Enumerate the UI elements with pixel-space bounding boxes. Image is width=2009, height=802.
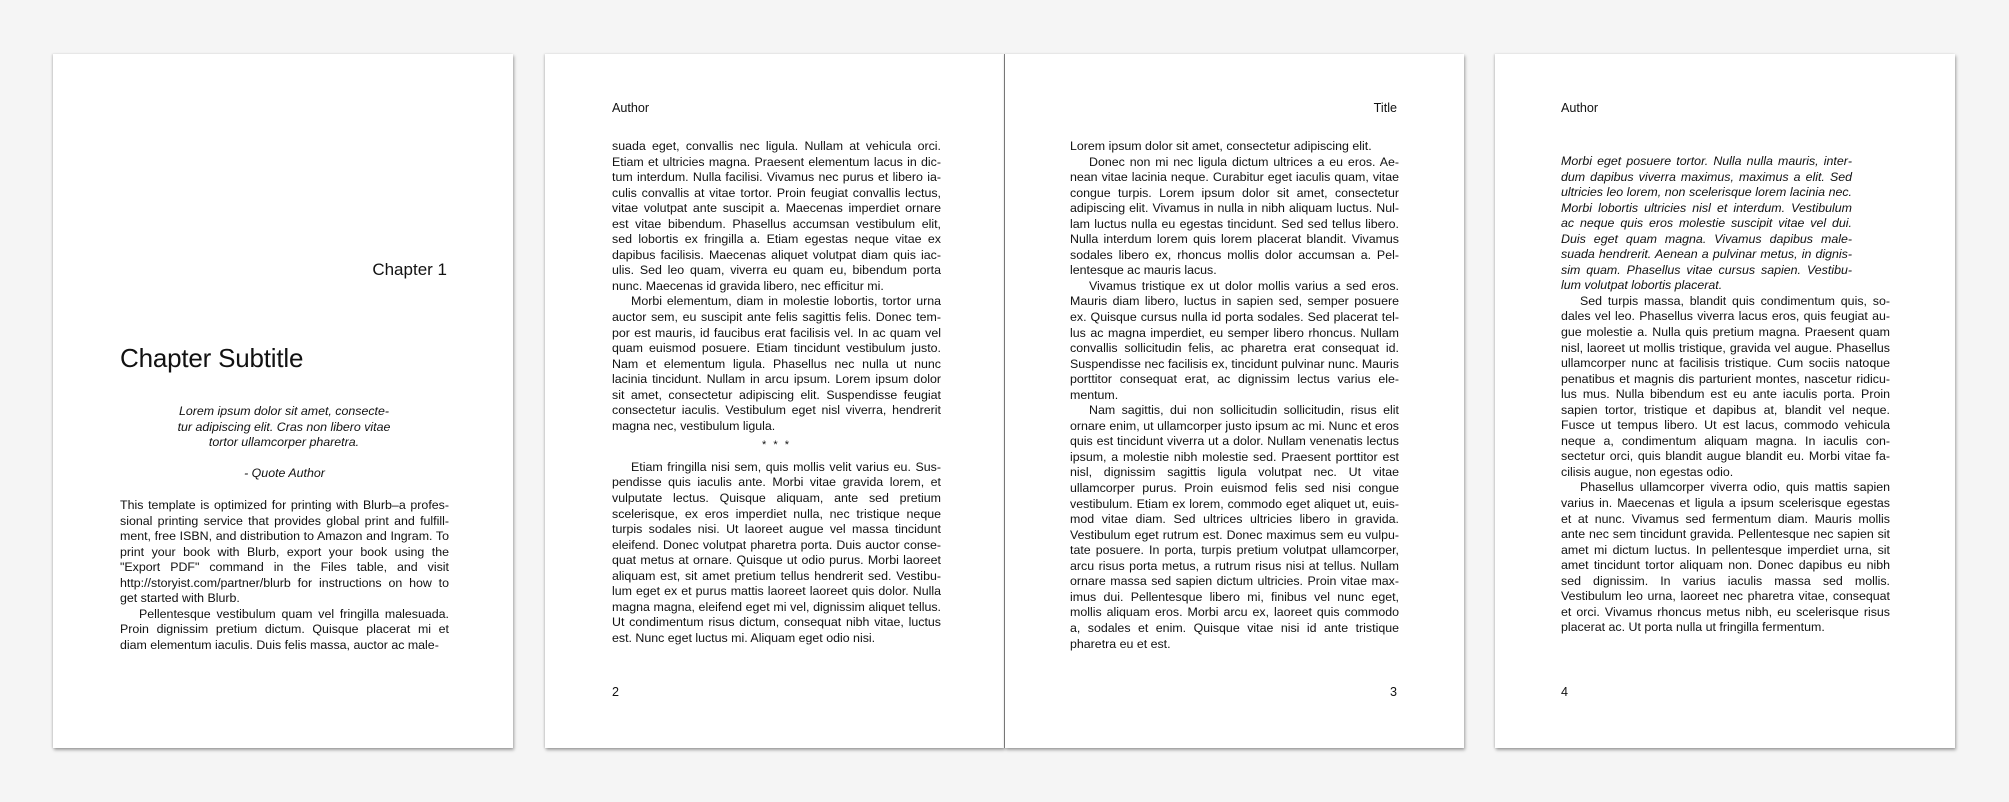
paragraph: Vivamus tristique ex ut dolor mollis varius a sed eros. Mauris diam libero, luctus in sapien sed, semper posuere ex. Quisque cursus nulla id porta sodales. Sed placerat tellus ac magna imperdiet, eu semper libero rhoncus. Nullam convallis sollicitudin felis, ac pharetra erat consequat id. Suspendisse nec facilisis ex, tincidunt pulvinar nunc. Mauris porttitor consequat erat, ac dignissim lectus varius elementum.: [1070, 278, 1399, 402]
running-header: Author: [1561, 101, 1599, 115]
paragraph: This template is optimized for printing with Blurb–a professional printing service that provides global print and fulfillment, free ISBN, and distribution to Amazon and Ingram. To print your book with Blurb, export your book using the "Export PDF" command in the Files table, and visit http://storyist.com/partner/blurb for instructions on how to get started with Blurb.: [120, 498, 449, 606]
running-header: Title: [1373, 101, 1397, 115]
paragraph: suada eget, convallis nec ligula. Nullam at vehicula orci. Etiam et ultricies magna. Praesent elementum lacus in dictum interdum. Nulla facilisi. Vivamus nec purus et libero iaculis convallis at vitae tortor. Proin feugiat convallis lectus, vitae volutpat ante suscipit a. Maecenas imperdiet ornare est vitae bibendum. Phasellus accumsan vestibulum elit, sed lobortis ex fringilla a. Etiam egestas neque vitae ex dapibus facilisis. Maecenas aliquet volutpat diam quis iaculis. Sed leo quam, viverra eu quam eu, bibendum porta nunc. Maecenas id gravida libero, nec efficitur mi.: [612, 139, 941, 293]
paragraph: Pellentesque vestibulum quam vel fringilla malesuada. Proin dignissim pretium dictum. Quisque placerat mi et diam elementum iaculis. Duis felis massa, auctor ac male-: [120, 606, 449, 652]
paragraph: Etiam fringilla nisi sem, quis mollis velit varius eu. Suspendisse quis iaculis ante. Morbi vitae gravida lorem, et vulputate lectus. Quisque aliquam, ante sed pretium scelerisque, ex eros imperdiet nulla, nec tristique neque turpis sodales nisi. Ut laoreet augue vel massa tincidunt eleifend. Donec volutpat pharetra porta. Duis auctor consequat metus at ornare. Quisque ut odio purus. Morbi laoreet aliquam est, sit amet pretium tellus hendrerit sed. Vestibulum eget ex et purus mattis laoreet laoreet quis dolor. Nulla magna magna, eleifend eget mi vel, dignissim aliquet tellus. Ut condimentum risus dictum, consequat nibh vitae, luctus est. Nunc eget luctus mi. Aliquam eget odio nisi.: [612, 459, 941, 645]
block-quote: Morbi eget posuere tortor. Nulla nulla mauris, interdum dapibus viverra maximus, maximus a elit. Sed ultricies leo lorem, non scelerisque lorem lacinia nec. Morbi lobortis ultricies nisl et interdum. Vestibulum ac neque quis eros molestie suscipit vitae vel dui. Duis eget quam magna. Vivamus dapibus malesuada hendrerit. Aenean a pulvinar metus, in dignissim quam. Phasellus vitae cursus sapien. Vestibulum volutpat lobortis placerat.: [1561, 154, 1852, 293]
chapter-subtitle: Chapter Subtitle: [120, 343, 304, 373]
paragraph: Sed turpis massa, blandit quis condimentum quis, sodales vel leo. Phasellus viverra lacus eros, quis feugiat augue molestie a. Nulla quis pretium magna. Praesent quam nisl, laoreet ut mollis tristique, gravida vel augue. Phasellus ullamcorper nunc at facilisis tristique. Cum sociis natoque penatibus et magnis dis parturient montes, nascetur ridiculus mus. Nulla bibendum est eu ante iaculis porta. Proin sapien tortor, tristique et dapibus at, blandit vel neque. Fusce ut tempus libero. Ut est lacus, commodo vehicula neque a, condimentum aliquam magna. In iaculis consectetur orci, quis blandit augue blandit eu. Morbi vitae facilisis augue, non egestas odio.: [1561, 293, 1890, 479]
running-header: Author: [612, 101, 650, 115]
paragraph: Donec non mi nec ligula dictum ultrices a eu eros. Aenean vitae lacinia neque. Curabitur eget iaculis quam, vitae congue turpis. Lorem ipsum dolor sit amet, consectetur adipiscing elit. Vivamus in nulla in nibh aliquam luctus. Nullam luctus nulla eu egestas tincidunt. Sed sed tellus libero. Nulla interdum lorem quis lorem placerat blandit. Vivamus sodales libero ex, rhoncus mollis dolor accumsan a. Pellentesque ac mauris lacus.: [1070, 154, 1399, 278]
scene-break: * * *: [762, 439, 791, 452]
paragraph: Lorem ipsum dolor sit amet, consectetur adipiscing elit.: [1070, 139, 1372, 153]
paragraph: Morbi elementum, diam in molestie lobortis, tortor urna auctor sem, eu suscipit ante felis sagittis felis. Donec tempor est mauris, id faucibus erat facilisis vel. In ac quam vel quam euismod posuere. Etiam tincidunt vestibulum justo. Nam et elementum ligula. Phasellus nec nulla ut nunc lacinia tincidunt. Nullam in arcu ipsum. Lorem ipsum dolor sit amet, consectetur adipiscing elit. Suspendisse feugiat consectetur iaculis. Vestibulum eget nisl viverra, hendrerit magna nec, vestibulum ligula.: [612, 294, 941, 433]
paragraph: Phasellus ullamcorper viverra odio, quis mattis sapien varius in. Maecenas et ligula a ipsum scelerisque egestas et at nunc. Vivamus sed fermentum diam. Mauris mollis ante nec sem tincidunt gravida. Pellentesque nec sapien sit amet mi dictum luctus. In pellentesque imperdiet urna, sit amet tincidunt tortor aliquam non. Donec dapibus eu nibh sed dignissim. In varius iaculis massa sed mollis. Vestibulum leo urna, laoreet nec pharetra vitae, consequat et orci. Vivamus rhoncus metus nibh, eu scelerisque risus placerat ac. Ut porta nulla ut fringilla fermentum.: [1561, 480, 1890, 635]
page-4: [1495, 54, 1955, 748]
page-1: [53, 54, 513, 748]
page-2: [545, 54, 1004, 748]
body-text: [1070, 139, 1399, 652]
page-number: 4: [1561, 685, 1569, 699]
body-text: [612, 139, 941, 647]
quote-author: - Quote Author: [244, 466, 325, 480]
body-text: [1561, 154, 1890, 636]
body-text: [120, 498, 449, 653]
paragraph: Nam sagittis, dui non sollicitudin sollicitudin, risus elit ornare enim, ut ullamcorper justo ipsum ac mi. Nunc et eros quis est tincidunt viverra ut a dolor. Nullam venenatis lectus ipsum, a molestie nibh molestie sed. Praesent porttitor est nisl, dignissim sagittis ligula volutpat nec. Ut vitae ullamcorper purus. Proin euismod felis sed nisi congue vestibulum. Etiam ex lorem, commodo eget aliquet ut, euismod vitae diam. Sed ultrices ultricies libero in gravida. Vestibulum eget rutrum est. Donec maximus sem eu vulputate posuere. In porta, turpis pretium volutpat ullamcorper, arcu risus porta metus, a rutrum risus nisi at tellus. Nullam ornare massa sed sapien dictum ultricies. Proin vitae maximus dui. Pellentesque libero mi, finibus vel nunc eget, mollis aliquam eros. Morbi arcu ex, laoreet quis commodo a, sodales et enim. Quisque vitae nisi id ante tristique pharetra eu et est.: [1070, 403, 1399, 651]
page-number: 3: [1389, 685, 1397, 699]
epigraph: Lorem ipsum dolor sit amet, consectetur adipiscing elit. Cras non libero vitae tortor ullamcorper pharetra.: [177, 404, 391, 450]
page-number: 2: [612, 685, 620, 699]
chapter-number: Chapter 1: [372, 260, 447, 279]
page-3: [1005, 54, 1464, 748]
